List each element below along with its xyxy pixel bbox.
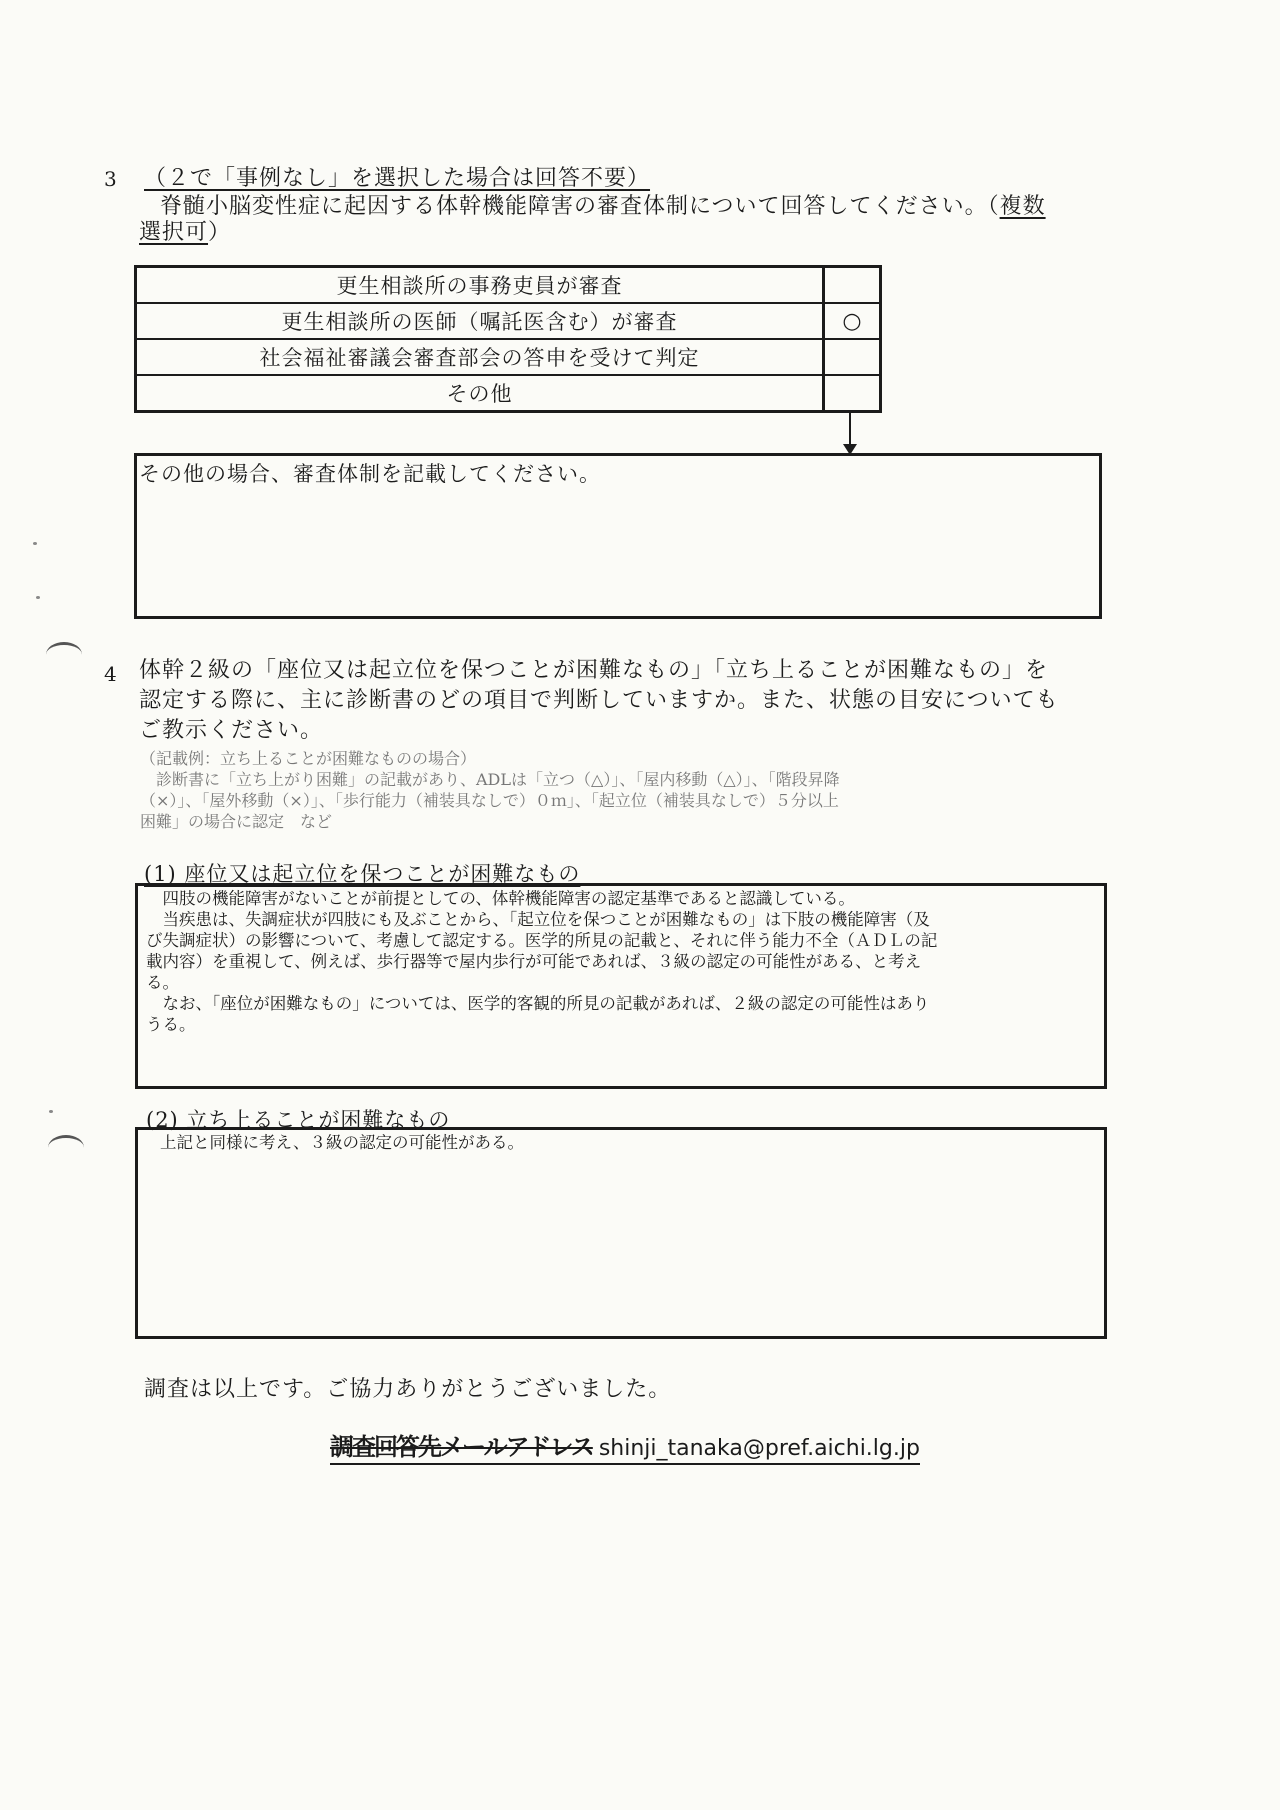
question-3-text-end: ） xyxy=(208,220,232,245)
question-4-line: ご教示ください。 xyxy=(139,718,324,743)
answer-line: 載内容）を重視して、例えば、歩行器等で屋内歩行が可能であれば、３級の認定の可能性がある、と考え xyxy=(146,952,922,971)
option-label: 更生相談所の事務吏員が審査 xyxy=(137,268,825,302)
answer-line: 当疾患は、失調症状が四肢にも及ぶことから、「起立位を保つことが困難なもの」は下肢の機能障害（及 xyxy=(146,910,930,929)
answer-line: る。 xyxy=(146,973,179,992)
option-row xyxy=(137,376,879,410)
question-3-number: 3 xyxy=(104,167,117,191)
answer-line: なお、「座位が困難なもの」については、医学的客観的所見の記載があれば、２級の認定の可能性はあり xyxy=(146,994,930,1013)
contact-address xyxy=(330,1427,920,1465)
sub-question-1-heading-text: (1) 座位又は起立位を保つことが困難なもの xyxy=(144,862,581,886)
scan-speck xyxy=(33,542,37,545)
option-checkbox[interactable] xyxy=(825,268,879,302)
question-3-condition xyxy=(144,164,650,194)
option-checkbox[interactable] xyxy=(825,376,879,410)
option-row xyxy=(137,340,879,376)
scan-speck xyxy=(49,1110,53,1113)
sub-question-2-answer: 上記と同様に考え、３級の認定の可能性がある。 xyxy=(160,1133,524,1152)
option-row xyxy=(137,268,879,304)
question-4-line: 体幹２級の「座位又は起立位を保つことが困難なもの」「立ち上ることが困難なもの」を xyxy=(139,658,1049,683)
option-checkbox[interactable] xyxy=(825,340,879,374)
sub-question-1-answer-box[interactable] xyxy=(135,883,1107,1089)
example-line: 診断書に「立ち上がり困難」の記載があり、ADLは「立つ（△）」、「屋内移動（△）」、「階段昇降 xyxy=(140,770,840,789)
answer-line: 四肢の機能障害がないことが前提としての、体幹機能障害の認定基準であると認識している。 xyxy=(146,889,855,908)
sub-question-2-heading: (2) 立ち上ることが困難なもの xyxy=(146,1108,451,1132)
option-label: 社会福祉審議会審査部会の答申を受けて判定 xyxy=(137,340,825,374)
example-line: 困難」の場合に認定 など xyxy=(140,812,333,831)
example-line: （×）」、「屋外移動（×）」、「歩行能力（補装具なしで）０ｍ」、「起立位（補装具なしで）５分以上 xyxy=(140,791,839,810)
question-3-multi-select-note: 複数 xyxy=(999,194,1046,219)
closing-message: 調査は以上です。ご協力ありがとうございました。 xyxy=(144,1377,672,1402)
question-3-text: 脊髄小脳変性症に起因する体幹機能障害の審査体制について回答してください。（ xyxy=(160,194,1000,219)
option-row xyxy=(137,304,879,340)
option-checkbox[interactable]: ○ xyxy=(842,308,862,334)
contact-label: 調査回答先メールアドレス xyxy=(330,1433,593,1461)
question-3-text-line2 xyxy=(139,218,231,248)
answer-example xyxy=(140,748,840,832)
question-4-line: 認定する際に、主に診断書のどの項目で判断していますか。また、状態の目安についても xyxy=(139,688,1059,713)
question-3-condition-text: （２で「事例なし」を選択した場合は回答不要） xyxy=(144,166,651,191)
example-line: （記載例：立ち上ることが困難なものの場合） xyxy=(140,749,477,768)
question-3-multi-select-note-cont: 選択可 xyxy=(139,220,209,245)
other-system-label: その他の場合、審査体制を記載してください。 xyxy=(139,462,601,486)
answer-line: うる。 xyxy=(146,1015,196,1034)
answer-line: び失調症状）の影響について、考慮して認定する。医学的所見の記載と、それに伴う能力不全（ＡＤＬの記 xyxy=(146,931,938,950)
option-label: その他 xyxy=(137,376,825,410)
review-system-options-table xyxy=(134,265,882,413)
question-4-text xyxy=(139,656,1059,746)
contact-email-link[interactable]: shinji_tanaka@pref.aichi.lg.jp xyxy=(598,1436,920,1461)
scan-speck xyxy=(36,596,40,599)
punch-hole-mark xyxy=(46,642,82,667)
punch-hole-mark xyxy=(48,1135,84,1160)
option-label: 更生相談所の医師（嘱託医含む）が審査 xyxy=(137,304,825,338)
sub-question-1-answer xyxy=(138,886,1104,1035)
sub-question-2-answer-box[interactable] xyxy=(135,1127,1107,1339)
question-3-text-line1 xyxy=(160,192,1046,222)
question-4-number: 4 xyxy=(104,662,117,686)
